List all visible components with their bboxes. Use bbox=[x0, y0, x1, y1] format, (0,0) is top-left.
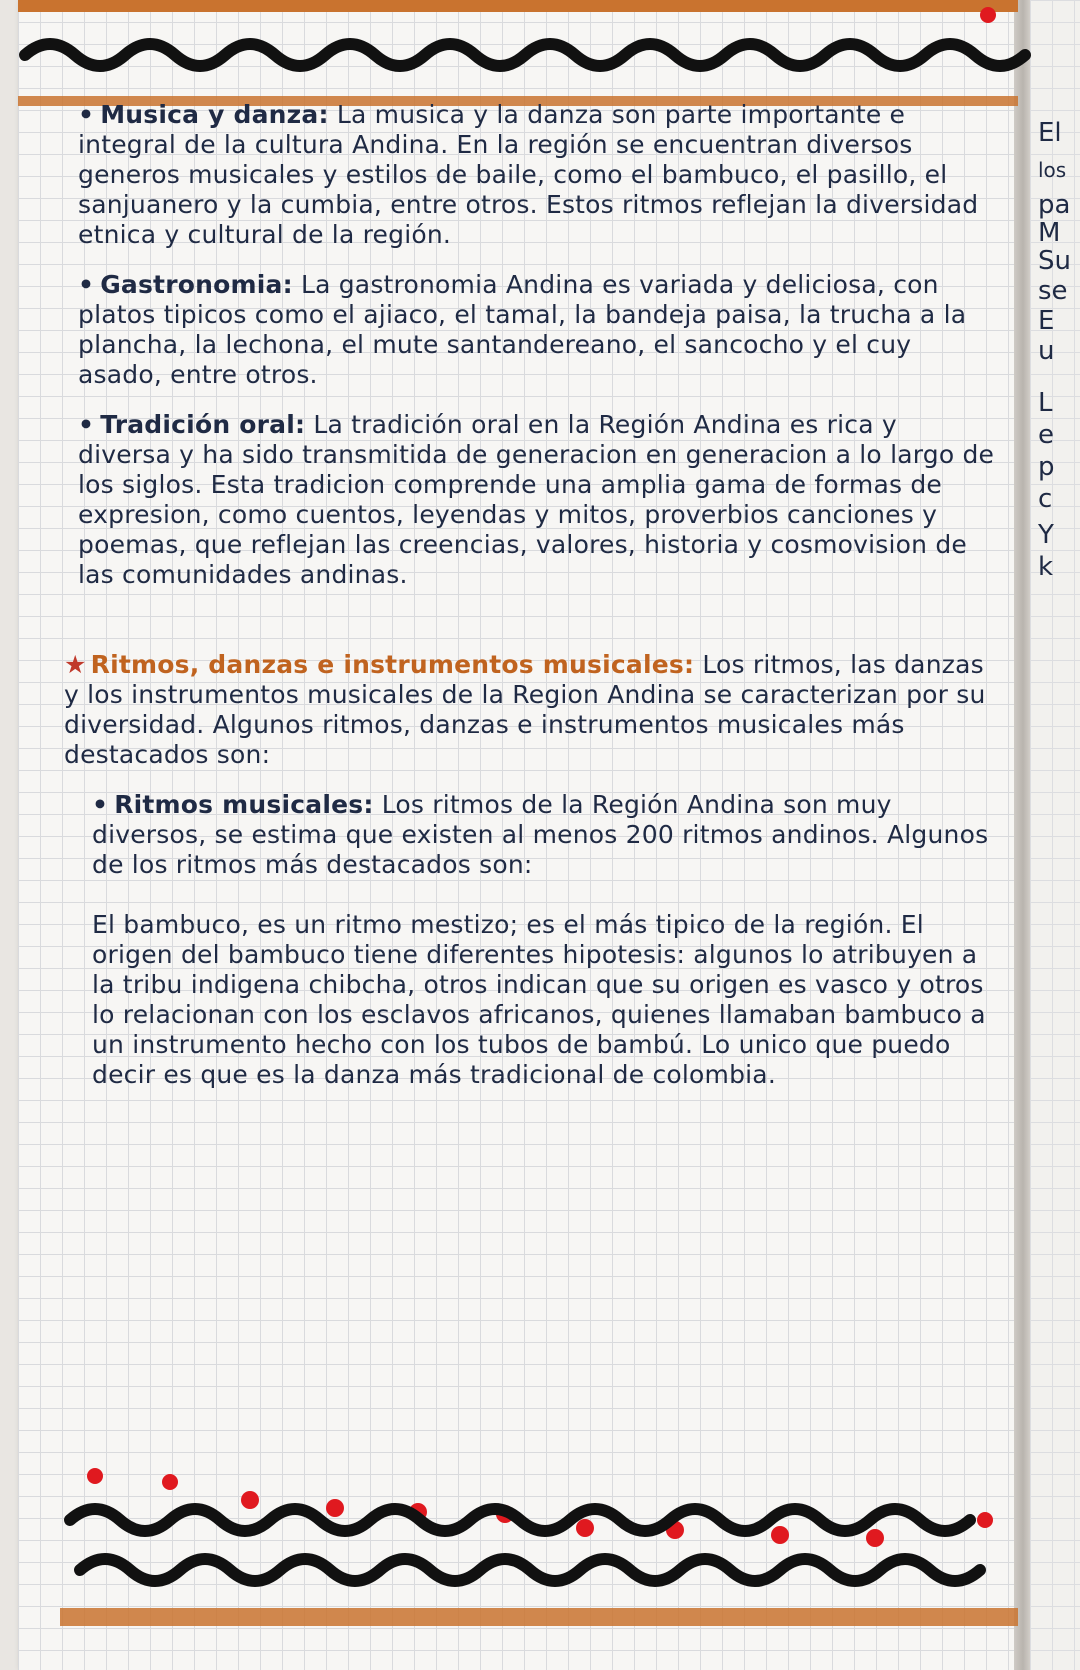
adjacent-page-text: M bbox=[1038, 218, 1061, 248]
main-section-body: Los ritmos, las danzas y los instrumentos musicales de la Region Andina se caracterizan por su diversidad. Algunos ritmos, danzas e instrumentos musicales más destacados son: bbox=[64, 650, 986, 769]
adjacent-page-text: se bbox=[1038, 276, 1068, 306]
section-body: La musica y la danza son parte importante e integral de la cultura Andina. En la región se encuentran diversos generos musicales y estilos de baile, como el bambuco, el pasillo, el sanjuanero y la cumbia, entre otros. Estos ritmos reflejan la diversidad etnica y cultural de la región. bbox=[78, 100, 979, 249]
section-gastronomia: • Gastronomia: La gastronomia Andina es variada y deliciosa, con platos tipicos como el ajiaco, el tamal, la bandeja paisa, la trucha a la plancha, la lechona, el mute santandereano, el sancocho y el cuy asado, entre otros. bbox=[78, 270, 967, 389]
red-dot bbox=[326, 1499, 344, 1517]
subsection-body: Los ritmos de la Región Andina son muy diversos, se estima que existen al menos 200 ritmos andinos. Algunos de los ritmos más destacados son: bbox=[92, 790, 989, 879]
adjacent-page-text: k bbox=[1038, 552, 1054, 582]
main-section-heading: Ritmos, danzas e instrumentos musicales: bbox=[90, 650, 695, 679]
section-tradicion: • Tradición oral: La tradición oral en la Región Andina es rica y diversa y ha sido transmitida de generacion en generacion a lo largo de los siglos. Esta tradicion comprende una amplia gama de formas de expresion, como cuentos, leyendas y mitos, proverbios canciones y poemas, que reflejan las creencias, valores, historia y cosmovision de las comunidades andinas. bbox=[78, 410, 995, 589]
orange-stripe bbox=[60, 1608, 1018, 1626]
section-body: La gastronomia Andina es variada y deliciosa, con platos tipicos como el ajiaco, el tamal, la bandeja paisa, la trucha a la plancha, la lechona, el mute santandereano, el sancocho y el cuy asado, entre otros. bbox=[78, 270, 967, 389]
wave-line bbox=[70, 1509, 970, 1531]
adjacent-page bbox=[1030, 0, 1080, 1670]
adjacent-page-text: E bbox=[1038, 306, 1055, 336]
bottom-wave-border bbox=[0, 1450, 1080, 1670]
wave-line bbox=[80, 1559, 980, 1581]
adjacent-page-text: c bbox=[1038, 484, 1053, 514]
adjacent-page-text: u bbox=[1038, 336, 1055, 366]
orange-stripe bbox=[18, 0, 1018, 12]
star-icon: ★ bbox=[64, 650, 87, 679]
red-dot bbox=[162, 1474, 178, 1490]
adjacent-page-text: los bbox=[1038, 158, 1067, 182]
adjacent-page-text: El bbox=[1038, 118, 1062, 148]
subsection-heading: Ritmos musicales: bbox=[114, 790, 374, 819]
section-heading: Musica y danza: bbox=[100, 100, 329, 129]
adjacent-page-text: L bbox=[1038, 388, 1053, 418]
main-section bbox=[64, 650, 998, 770]
adjacent-page-text: p bbox=[1038, 452, 1055, 482]
adjacent-page-text: Su bbox=[1038, 246, 1071, 276]
section-body: La tradición oral en la Región Andina es rica y diversa y ha sido transmitida de generacion en generacion a lo largo de los siglos. Esta tradicion comprende una amplia gama de formas de expresion, como cuentos, leyendas y mitos, proverbios canciones y poemas, que reflejan las creencias, valores, historia y cosmovision de las comunidades andinas. bbox=[78, 410, 995, 589]
red-dot bbox=[771, 1526, 789, 1544]
adjacent-page-text: Y bbox=[1038, 520, 1054, 550]
top-wave-border bbox=[0, 0, 1080, 110]
red-dot bbox=[87, 1468, 103, 1484]
red-dot bbox=[977, 1512, 993, 1528]
wave-line bbox=[25, 44, 1025, 66]
red-dot bbox=[980, 7, 996, 23]
adjacent-page-text: pa bbox=[1038, 190, 1071, 220]
adjacent-page-text: e bbox=[1038, 420, 1054, 450]
red-dot bbox=[576, 1519, 594, 1537]
subsection-ritmos: • Ritmos musicales: Los ritmos de la Región Andina son muy diversos, se estima que existen al menos 200 ritmos andinos. Algunos de los ritmos más destacados son: bbox=[92, 790, 989, 879]
section-musica: • Musica y danza: La musica y la danza son parte importante e integral de la cultura Andina. En la región se encuentran diversos generos musicales y estilos de baile, como el bambuco, el pasillo, el sanjuanero y la cumbia, entre otros. Estos ritmos reflejan la diversidad etnica y cultural de la región. bbox=[78, 100, 979, 249]
red-dot bbox=[241, 1491, 259, 1509]
section-heading: Gastronomia: bbox=[100, 270, 293, 299]
section-heading: Tradición oral: bbox=[100, 410, 306, 439]
closing-paragraph: El bambuco, es un ritmo mestizo; es el más tipico de la región. El origen del bambuco tiene diferentes hipotesis: algunos lo atribuyen a la tribu indigena chibcha, otros indican que su origen es vasco y otros lo relacionan con los esclavos africanos, quienes llamaban bambuco a un instrumento hecho con los tubos de bambú. Lo unico que puedo decir es que es la danza más tradicional de colombia. bbox=[92, 910, 986, 1089]
notes-content bbox=[64, 100, 998, 1110]
red-dot bbox=[866, 1529, 884, 1547]
